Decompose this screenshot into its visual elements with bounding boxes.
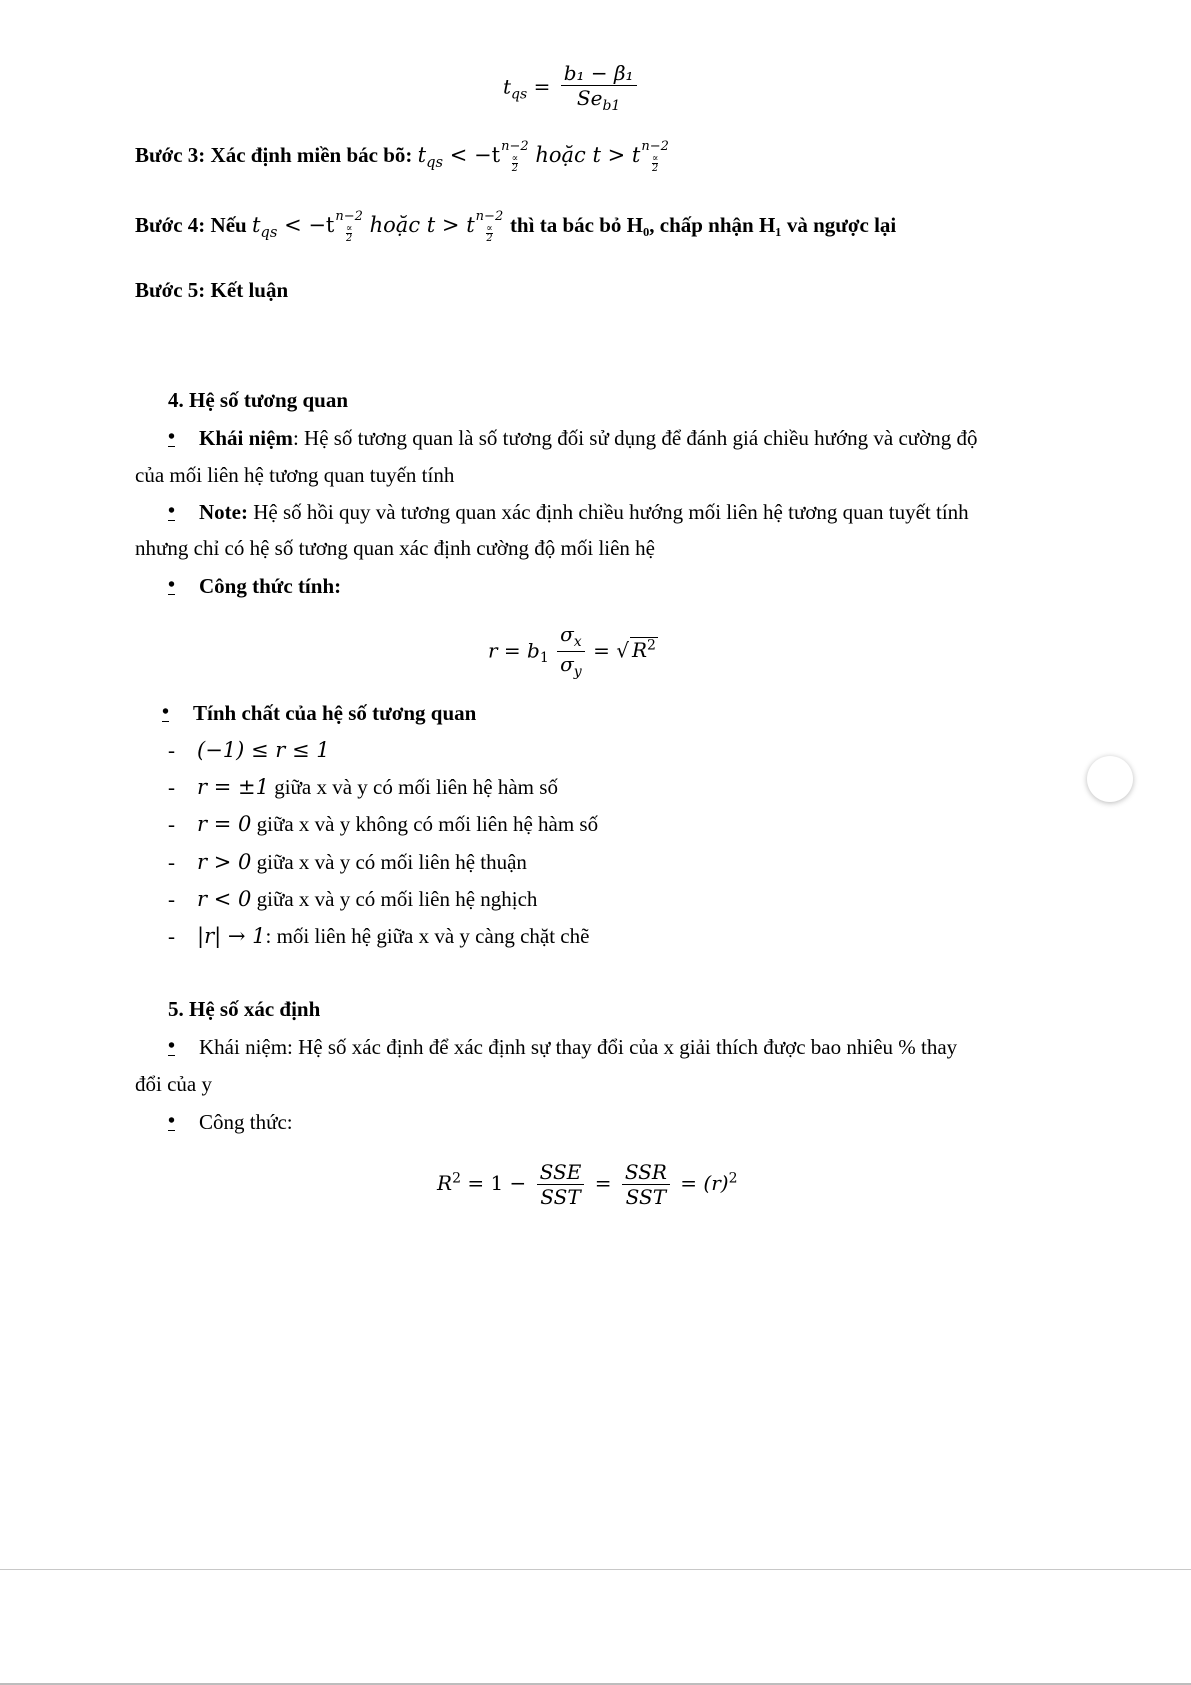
section4-khai-niem: [199, 426, 978, 451]
buoc3-label: Bước 3: Xác định miền bác bõ:: [135, 143, 413, 168]
khai-niem-label: Khái niệm: [199, 426, 293, 450]
buoc3-math: $t_{qs} < -t$ n−2 ∝ 2 hoặc t > t n−2 ∝ 2: [417, 139, 669, 174]
buoc3-exp-a: n−2 ∝ 2: [501, 139, 529, 174]
section4-note: [199, 500, 969, 525]
next-page-area: [0, 1570, 1191, 1685]
tqs-lhs-sub: qs: [511, 86, 528, 103]
section4-tinh-chat-label: Tính chất của hệ số tương quan: [193, 701, 477, 725]
tqs-fraction: [561, 62, 637, 114]
buoc5-label: Bước 5: Kết luận: [135, 278, 289, 302]
tqs-eq: =: [533, 74, 551, 99]
buoc3-line: [135, 140, 669, 173]
bullet-note: •: [168, 500, 176, 522]
buoc4-line: [135, 210, 896, 243]
section4-heading: 4. Hệ số tương quan: [168, 388, 349, 412]
section4-cong-thuc-label: Công thức tính:: [199, 574, 342, 598]
section4-khai-niem-cont: của mối liên hệ tương quan tuyến tính: [135, 463, 455, 487]
bullet-cong-thuc-5: •: [168, 1110, 176, 1132]
buoc4-rest: thì ta bác bỏ H₀, chấp nhận H₁ và ngược lại: [509, 213, 897, 238]
property-item: - r = 0 giữa x và y không có mối liên hệ hàm số: [168, 812, 599, 836]
r-fraction: $\frac{\sigma_x}{\sigma_y}$: [557, 623, 585, 681]
section5-khai-niem-cont: đổi của y: [135, 1072, 212, 1096]
note-text: Hệ số hồi quy và tương quan xác định chiều hướng mối liên hệ tương quan tuyết tính: [247, 500, 969, 524]
section5-cong-thuc-label: Công thức:: [199, 1110, 293, 1134]
tqs-numerator: b₁ − β₁: [561, 62, 637, 86]
property-item: - r > 0 giữa x và y có mối liên hệ thuận: [168, 850, 527, 874]
section5-heading: 5. Hệ số xác định: [168, 997, 321, 1021]
formula-r: $r = b_1$ $\frac{\sigma_x}{\sigma_y}$ = √ $R^2$: [488, 622, 656, 681]
buoc4-label: Bước 4: Nếu: [135, 213, 247, 238]
sqrt-r2: $R^2$: [631, 637, 656, 663]
bullet-tinh-chat: •: [162, 701, 170, 723]
buoc4-math: $t_{qs} < -t$ n−2 ∝ 2 hoặc t > t n−2 ∝ 2: [251, 209, 504, 244]
property-item: - r = ±1 giữa x và y có mối liên hệ hàm số: [168, 775, 558, 799]
buoc5-line: [135, 278, 288, 303]
tqs-lhs: t: [503, 74, 512, 99]
formula-r2: $R^2 = 1$ − $\frac{\text{SSE}}{\text{SST}}$ = $\frac{\text{SSR}}{\text{SST}}$ = $(r)^2$: [437, 1160, 738, 1209]
property-item: - |r| → 1: mối liên hệ giữa x và y càng chặt chẽ: [168, 924, 590, 948]
section5-khai-niem: Khái niệm: Hệ số xác định để xác định sự thay đổi của x giải thích được bao nhiêu % thay: [199, 1035, 958, 1059]
bullet-khai-niem: •: [168, 426, 176, 448]
khai-niem-text: : Hệ số tương quan là số tương đối sử dụng để đánh giá chiều hướng và cường độ: [292, 426, 978, 450]
tqs-denominator: $Se_{b1}$: [576, 86, 621, 114]
formula-tqs: [503, 62, 641, 114]
r2-fraction-sse: $\frac{\text{SSE}}{\text{SST}}$: [537, 1161, 585, 1208]
scroll-handle[interactable]: [1087, 756, 1133, 802]
r2-fraction-ssr: $\frac{\text{SSR}}{\text{SST}}$: [622, 1161, 670, 1208]
section4-note-cont: nhưng chỉ có hệ số tương quan xác định cường độ mối liên hệ: [135, 536, 656, 560]
bullet-cong-thuc: •: [168, 574, 176, 596]
buoc3-exp-b: n−2 ∝ 2: [641, 139, 669, 174]
note-label: Note:: [199, 500, 248, 524]
property-item: - r < 0 giữa x và y có mối liên hệ nghịch: [168, 887, 538, 911]
bullet-khai-niem-5: •: [168, 1035, 176, 1057]
property-item: - (−1) ≤ r ≤ 1: [168, 738, 330, 762]
